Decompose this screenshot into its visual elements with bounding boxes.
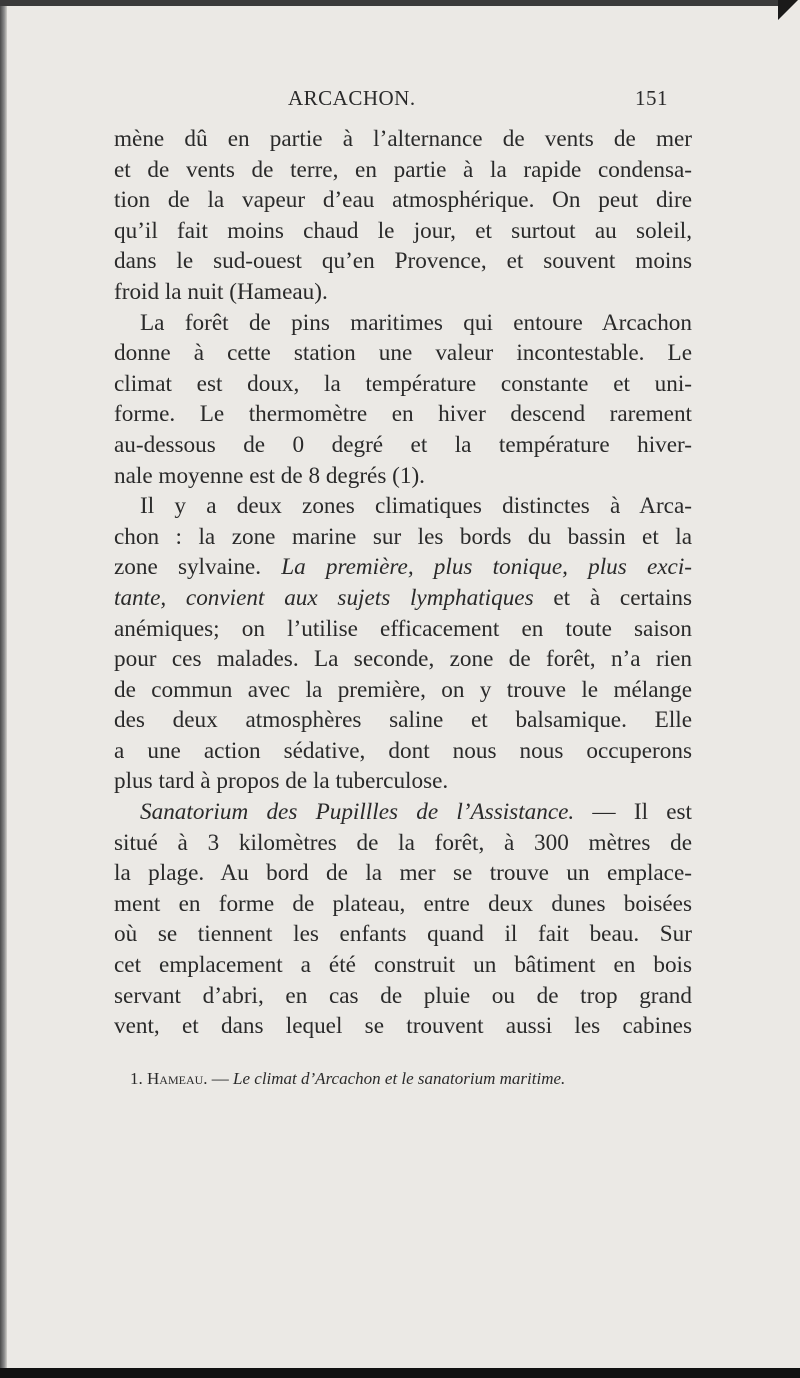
text-line: nale moyenne est de 8 degrés (1). — [114, 462, 425, 489]
text-run: zone sylvaine. — [114, 554, 282, 581]
italic-text: La première, plus tonique, plus exci- — [281, 554, 692, 581]
text-line: pour ces malades. La seconde, zone de forêt, n’a rien — [114, 646, 692, 673]
text-line — [114, 797, 692, 828]
text-line: de commun avec la première, on y trouve le mélange — [114, 676, 692, 703]
top-scan-border — [0, 0, 785, 6]
italic-text: Sanatorium des Pupillles de l’Assistance. — [140, 799, 575, 826]
text-line: mène dû en partie à l’alternance de vents de mer — [114, 126, 692, 152]
text-line: servant d’abri, en cas de pluie ou de trop grand — [114, 982, 692, 1009]
page-binding-edge — [0, 0, 7, 1378]
running-head-title: ARCACHON. — [288, 86, 416, 110]
text-line: vent, et dans lequel se trouvent aussi les cabines — [114, 1013, 692, 1040]
footnote-author: Hameau. — [147, 1069, 208, 1088]
text-line: ment en forme de plateau, entre deux dunes boisées — [114, 890, 692, 917]
footnote-dash: — — [207, 1069, 234, 1088]
text-line: a une action sédative, dont nous nous occuperons — [114, 737, 692, 764]
text-line: donne à cette station une valeur incontestable. Le — [114, 340, 692, 367]
italic-text: tante, convient aux sujets lymphatiques — [114, 584, 534, 611]
text-line: cet emplacement a été construit un bâtiment en bois — [114, 952, 692, 979]
text-line: où se tiennent les enfants quand il fait beau. Sur — [114, 921, 692, 948]
text-line: chon : la zone marine sur les bords du bassin et la — [114, 523, 692, 550]
text-line: anémiques; on l’utilise efficacement en toute saison — [114, 615, 692, 642]
body-text — [114, 124, 692, 1042]
page-number: 151 — [635, 86, 668, 110]
text-line: dans le sud-ouest qu’en Provence, et souvent moins — [114, 248, 692, 275]
text-line: La forêt de pins maritimes qui entoure Arcachon — [140, 309, 692, 336]
text-line: plus tard à propos de la tuberculose. — [114, 768, 449, 795]
footnote-title: Le climat d’Arcachon et le sanatorium maritime. — [233, 1069, 566, 1088]
text-line: la plage. Au bord de la mer se trouve un emplace- — [114, 860, 692, 887]
text-line — [114, 552, 692, 583]
text-line — [114, 583, 692, 614]
text-line: au-dessous de 0 degré et la température hiver- — [114, 431, 692, 458]
text-line: tion de la vapeur d’eau atmosphérique. On peut dire — [114, 187, 692, 214]
text-line: froid la nuit (Hameau). — [114, 278, 328, 305]
text-line: qu’il fait moins chaud le jour, et surtout au soleil, — [114, 217, 692, 244]
text-line: et de vents de terre, en partie à la rapide condensa- — [114, 156, 692, 183]
text-line: des deux atmosphères saline et balsamique. Elle — [114, 707, 692, 734]
text-line: situé à 3 kilomètres de la forêt, à 300 mètres de — [114, 829, 692, 856]
corner-fold-mark — [778, 0, 800, 22]
text-line: climat est doux, la température constante et uni- — [114, 370, 692, 397]
footnote-number: 1. — [130, 1069, 143, 1088]
text-line: forme. Le thermomètre en hiver descend rarement — [114, 401, 692, 428]
bottom-scan-border — [0, 1368, 800, 1378]
text-line: Il y a deux zones climatiques distinctes à Arca- — [140, 493, 692, 520]
text-run: — Il est — [574, 799, 692, 826]
running-head — [288, 86, 668, 116]
footnote — [130, 1069, 690, 1089]
text-run: et à certains — [533, 584, 693, 611]
